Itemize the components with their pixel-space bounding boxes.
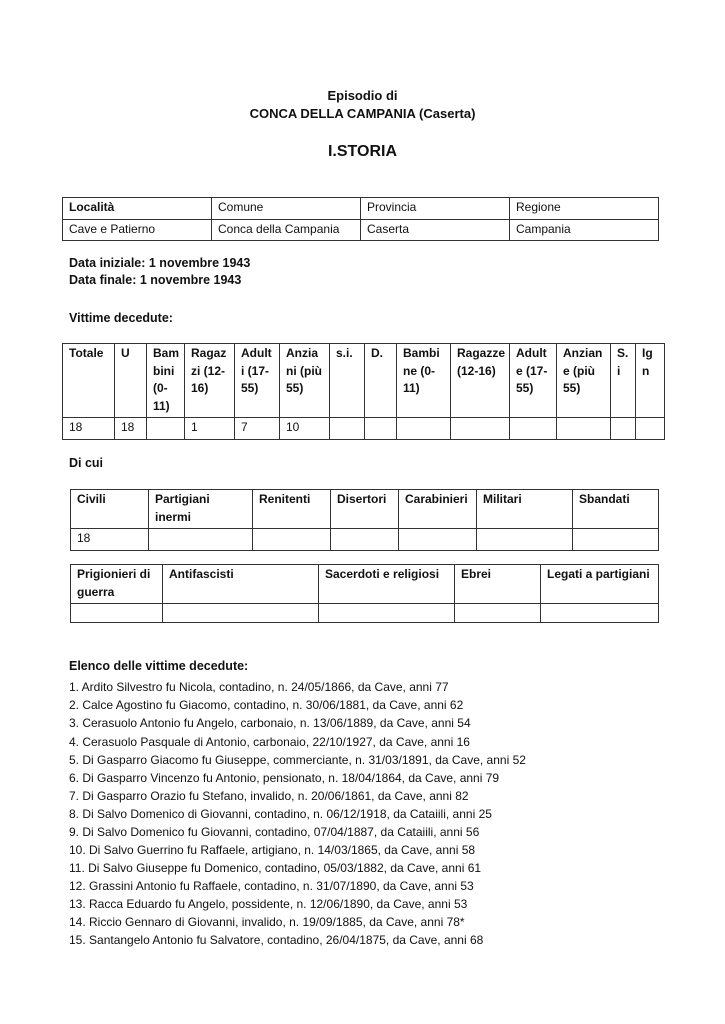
list-item: 6. Di Gasparro Vincenzo fu Antonio, pensionato, n. 18/04/1864, da Cave, anni 79 (69, 771, 500, 785)
value-renitenti (253, 529, 331, 551)
episode-label: Episodio di (327, 88, 398, 103)
value-carabinieri (399, 529, 477, 551)
victims-table (62, 343, 665, 440)
location-table (62, 197, 659, 241)
value-ragazze (451, 418, 510, 440)
value-d (365, 418, 397, 440)
list-item: 3. Cerasuolo Antonio fu Angelo, carbonaio, n. 13/06/1889, da Cave, anni 54 (69, 716, 471, 730)
table-row (63, 219, 659, 241)
value-legati-a-partigiani (541, 604, 659, 623)
start-date: Data iniziale: 1 novembre 1943 (69, 256, 251, 270)
header-bambine: Bambi ne (0- 11) (397, 344, 451, 418)
header-totale: Totale (63, 344, 115, 418)
value-militari (477, 529, 573, 551)
header-ebrei: Ebrei (455, 565, 541, 604)
value-adulti: 7 (235, 418, 280, 440)
table-row (63, 344, 665, 418)
categories-table-2 (70, 564, 659, 623)
list-item: 4. Cerasuolo Pasquale di Antonio, carbonaio, 22/10/1927, da Cave, anni 16 (69, 735, 470, 749)
header-adulti: Adult i (17- 55) (235, 344, 280, 418)
header-adulte: Adult e (17- 55) (510, 344, 557, 418)
header-anziani: Anzia ni (più 55) (280, 344, 330, 418)
header-legati-a-partigiani: Legati a partigiani (541, 565, 659, 604)
value-anziane (557, 418, 611, 440)
header-localita: Località (63, 198, 212, 220)
value-ebrei (455, 604, 541, 623)
header-sacerdoti-e-religiosi: Sacerdoti e religiosi (319, 565, 455, 604)
header-si: s.i. (330, 344, 365, 418)
table-row (71, 604, 659, 623)
list-item: 7. Di Gasparro Orazio fu Stefano, invalido, n. 20/06/1861, da Cave, anni 82 (69, 789, 469, 803)
header-antifascisti: Antifascisti (163, 565, 319, 604)
value-antifascisti (163, 604, 319, 623)
episode-place: CONCA DELLA CAMPANIA (Caserta) (249, 106, 476, 121)
value-bambini (147, 418, 185, 440)
section-title: I.STORIA (327, 143, 398, 160)
value-bambine (397, 418, 451, 440)
value-provincia: Caserta (361, 219, 510, 241)
list-item: 8. Di Salvo Domenico di Giovanni, contadino, n. 06/12/1918, da Cataiili, anni 25 (69, 807, 492, 821)
value-civili: 18 (71, 529, 149, 551)
value-s-i (611, 418, 636, 440)
categories-table (70, 489, 659, 551)
value-comune: Conca della Campania (212, 219, 361, 241)
table-row (63, 418, 665, 440)
value-disertori (331, 529, 399, 551)
list-item: 15. Santangelo Antonio fu Salvatore, contadino, 26/04/1875, da Cave, anni 68 (69, 933, 484, 947)
header-prigionieri-di-guerra: Prigionieri di guerra (71, 565, 163, 604)
table-row (71, 529, 659, 551)
list-item: 10. Di Salvo Guerrino fu Raffaele, artigiano, n. 14/03/1865, da Cave, anni 58 (69, 843, 476, 857)
end-date: Data finale: 1 novembre 1943 (69, 273, 242, 287)
victims-heading: Vittime decedute: (69, 311, 173, 325)
header-militari: Militari (477, 490, 573, 529)
list-item: 2. Calce Agostino fu Giacomo, contadino, n. 30/06/1881, da Cave, anni 62 (69, 698, 464, 712)
header-provincia: Provincia (361, 198, 510, 220)
value-anziani: 10 (280, 418, 330, 440)
header-civili: Civili (71, 490, 149, 529)
list-item: 5. Di Gasparro Giacomo fu Giuseppe, commerciante, n. 31/03/1891, da Cave, anni 52 (69, 753, 526, 767)
header-ragazze: Ragazze (12-16) (451, 344, 510, 418)
value-localita: Cave e Patierno (63, 219, 212, 241)
header-ragazzi: Ragaz zi (12- 16) (185, 344, 235, 418)
table-row (63, 198, 659, 220)
value-si (330, 418, 365, 440)
value-u: 18 (115, 418, 147, 440)
value-totale: 18 (63, 418, 115, 440)
header-d: D. (365, 344, 397, 418)
value-regione: Campania (510, 219, 659, 241)
value-adulte (510, 418, 557, 440)
header-s-i: S. i (611, 344, 636, 418)
header-renitenti: Renitenti (253, 490, 331, 529)
header-regione: Regione (510, 198, 659, 220)
header-sbandati: Sbandati (573, 490, 659, 529)
header-partigiani-inermi: Partigiani inermi (149, 490, 253, 529)
header-anziane: Anzian e (più 55) (557, 344, 611, 418)
of-which-label: Di cui (69, 456, 104, 470)
header-comune: Comune (212, 198, 361, 220)
table-row (71, 565, 659, 604)
list-item: 12. Grassini Antonio fu Raffaele, contadino, n. 31/07/1890, da Cave, anni 53 (69, 879, 474, 893)
header-carabinieri: Carabinieri (399, 490, 477, 529)
list-item: 14. Riccio Gennaro di Giovanni, invalido, n. 19/09/1885, da Cave, anni 78* (69, 915, 465, 929)
header-bambini: Bam bini (0- 11) (147, 344, 185, 418)
header-ign: Ig n (636, 344, 665, 418)
table-row (71, 490, 659, 529)
victims-list-heading: Elenco delle vittime decedute: (69, 659, 249, 673)
value-sbandati (573, 529, 659, 551)
header-disertori: Disertori (331, 490, 399, 529)
value-prigionieri-di-guerra (71, 604, 163, 623)
value-sacerdoti-e-religiosi (319, 604, 455, 623)
list-item: 9. Di Salvo Domenico fu Giovanni, contadino, 07/04/1887, da Cataiili, anni 56 (69, 825, 480, 839)
list-item: 1. Ardito Silvestro fu Nicola, contadino, n. 24/05/1866, da Cave, anni 77 (69, 680, 449, 694)
value-ign (636, 418, 665, 440)
value-partigiani-inermi (149, 529, 253, 551)
header-u: U (115, 344, 147, 418)
value-ragazzi: 1 (185, 418, 235, 440)
list-item: 11. Di Salvo Giuseppe fu Domenico, contadino, 05/03/1882, da Cave, anni 61 (69, 861, 482, 875)
list-item: 13. Racca Eduardo fu Angelo, possidente, n. 12/06/1890, da Cave, anni 53 (69, 897, 468, 911)
